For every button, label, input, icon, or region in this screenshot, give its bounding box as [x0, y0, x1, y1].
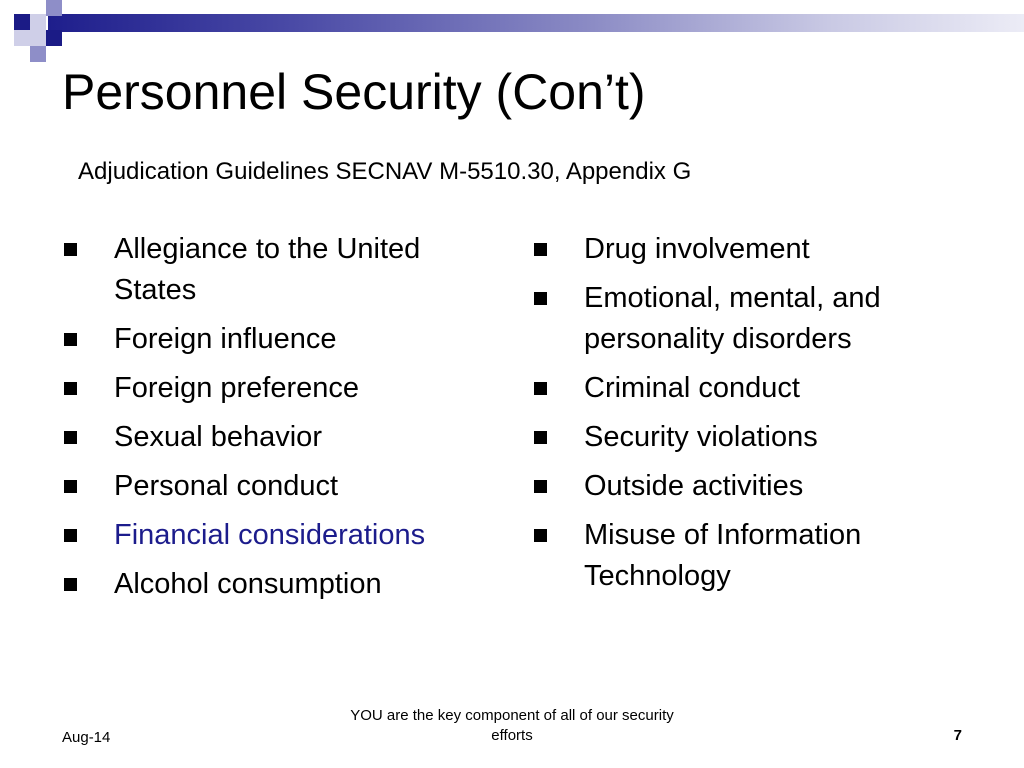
square-bullet-icon	[64, 431, 77, 444]
list-item	[532, 368, 972, 409]
list-item	[62, 417, 492, 458]
square-bullet-icon	[534, 382, 547, 395]
list-item-label: Emotional, mental, and personality disorders	[584, 282, 881, 355]
list-item-label: Outside activities	[584, 470, 804, 502]
decorative-square-icon	[46, 30, 62, 46]
decorative-square-icon	[14, 30, 30, 46]
left-bullet-list	[62, 229, 492, 613]
list-item-label: Sexual behavior	[114, 421, 322, 453]
header-gradient-bar	[48, 14, 1024, 32]
list-item-label: Personal conduct	[114, 470, 339, 502]
list-item-label: Foreign preference	[114, 372, 360, 404]
square-bullet-icon	[64, 243, 77, 256]
right-bullet-list	[532, 229, 972, 605]
list-item-label: Financial considerations	[114, 519, 426, 551]
list-item	[62, 229, 492, 311]
list-item-label: Drug involvement	[584, 233, 810, 265]
decorative-square-icon	[30, 14, 46, 30]
list-item-label: Alcohol consumption	[114, 568, 382, 600]
square-bullet-icon	[64, 480, 77, 493]
square-bullet-icon	[534, 292, 547, 305]
decorative-square-icon	[14, 14, 30, 30]
list-item-highlighted	[62, 515, 492, 556]
square-bullet-icon	[534, 529, 547, 542]
square-bullet-icon	[534, 480, 547, 493]
header-decoration	[0, 0, 1024, 64]
list-item-label: Misuse of Information Technology	[584, 519, 862, 592]
list-item	[62, 466, 492, 507]
list-item-label: Allegiance to the United States	[114, 233, 421, 306]
square-bullet-icon	[534, 243, 547, 256]
page-number: 7	[953, 727, 962, 744]
footer-tagline: YOU are the key component of all of our security efforts	[350, 707, 674, 744]
square-bullet-icon	[64, 529, 77, 542]
list-item	[532, 466, 972, 507]
slide-title: Personnel Security (Con’t)	[62, 64, 646, 120]
list-item	[62, 319, 492, 360]
list-item	[532, 417, 972, 458]
list-item-label: Security violations	[584, 421, 818, 453]
list-item	[532, 278, 972, 360]
list-item-label: Foreign influence	[114, 323, 337, 355]
square-bullet-icon	[64, 382, 77, 395]
list-item	[532, 229, 972, 270]
slide-subtitle: Adjudication Guidelines SECNAV M-5510.30, Appendix G	[78, 158, 692, 185]
list-item	[62, 368, 492, 409]
list-item	[532, 515, 972, 597]
square-bullet-icon	[64, 578, 77, 591]
footer-date: Aug-14	[62, 729, 111, 746]
square-bullet-icon	[64, 333, 77, 346]
list-item-label: Criminal conduct	[584, 372, 800, 404]
decorative-square-icon	[46, 0, 62, 16]
list-item	[62, 564, 492, 605]
square-bullet-icon	[534, 431, 547, 444]
decorative-square-icon	[30, 30, 46, 46]
decorative-square-icon	[30, 46, 46, 62]
